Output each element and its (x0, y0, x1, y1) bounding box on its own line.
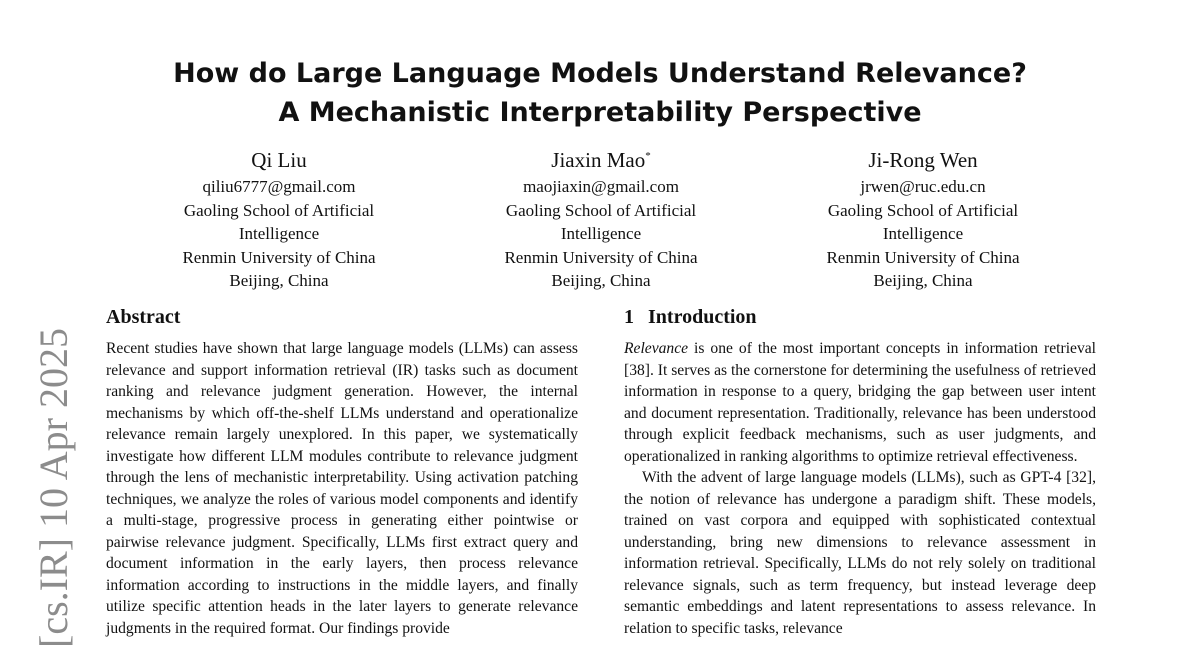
author-card (440, 147, 762, 293)
abstract-text: Recent studies have shown that large language models (LLMs) can assess relevance and support information retrieval (IR) tasks such as document ranking and relevance judgment generation. However, the internal mechanisms by which off-the-shelf LLMs understand and operationalize relevance remain largely unexplored. In this paper, we systematically investigate how different LLM modules contribute to relevance judgment through the lens of mechanistic interpretability. Using activation patching techniques, we analyze the roles of various model components and identify a multi-stage, progressive process in generating either pointwise or pairwise relevance judgment. Specifically, LLMs first extract query and document information in the early layers, then process relevance information according to instructions in the middle layers, and finally utilize specific attention heads in the later layers to generate relevance judgments in the required format. Our findings provide (106, 340, 578, 637)
section-title: Introduction (648, 306, 757, 328)
section-number: 1 (624, 306, 634, 328)
author-affiliation-line: Renmin University of China (826, 247, 1020, 267)
introduction-section (624, 305, 1096, 639)
abstract-heading: Abstract (106, 306, 181, 328)
author-affiliation-line: Renmin University of China (504, 247, 698, 267)
author-affiliation-line: Gaoling School of Artificial (505, 200, 697, 220)
emphasized-term: Relevance (624, 340, 689, 357)
author-block (118, 147, 1084, 293)
author-affiliation-line: Intelligence (882, 224, 964, 243)
author-affiliation-line: Intelligence (238, 224, 320, 243)
author-name: Qi Liu (251, 148, 307, 172)
author-name: Ji-Rong Wen (868, 148, 978, 172)
author-email[interactable]: qiliu6777@gmail.com (202, 177, 356, 196)
author-email[interactable]: jrwen@ruc.edu.cn (860, 177, 986, 196)
paper-title-line-1: How do Large Language Models Understand Relevance? (173, 58, 1027, 89)
author-affiliation-line: Intelligence (560, 224, 642, 243)
abstract-section (106, 305, 578, 639)
author-affiliation-line: Gaoling School of Artificial (183, 200, 375, 220)
author-mark: * (645, 150, 651, 162)
intro-paragraph-2: With the advent of large language models (LLMs), such as GPT-4 [32], the notion of relevance has undergone a paradigm shift. These models, trained on vast corpora and equipped with sophisticated contextual understanding, bring new dimensions to relevance assessment in information retrieval. Specifically, LLMs do not rely solely on traditional relevance signals, such as term frequency, but instead leverage deep semantic embeddings and latent representations to assess relevance. In relation to specific tasks, relevance (624, 469, 1096, 637)
introduction-heading (624, 305, 1096, 330)
author-location: Beijing, China (873, 271, 973, 290)
author-card (118, 147, 440, 293)
author-location: Beijing, China (229, 271, 329, 290)
paper-title-line-2: A Mechanistic Interpretability Perspective (278, 97, 922, 128)
author-affiliation-line: Renmin University of China (182, 247, 376, 267)
author-name: Jiaxin Mao* (551, 148, 651, 172)
author-affiliation-line: Gaoling School of Artificial (827, 200, 1019, 220)
author-location: Beijing, China (551, 271, 651, 290)
author-card (762, 147, 1084, 293)
paper-title (150, 54, 1050, 132)
intro-paragraph-1: Relevance is one of the most important concepts in information retrieval [38]. It serves as the cornerstone for determining the usefulness of retrieved information in response to a query, bridging the gap between user intent and document representation. Traditionally, relevance has been understood through explicit feedback mechanisms, such as user judgments, and operationalized in ranking algorithms to optimize retrieval effectiveness. (624, 340, 1096, 465)
author-email[interactable]: maojiaxin@gmail.com (523, 177, 679, 196)
arxiv-identifier-stamp: [cs.IR] 10 Apr 2025 (31, 328, 76, 648)
